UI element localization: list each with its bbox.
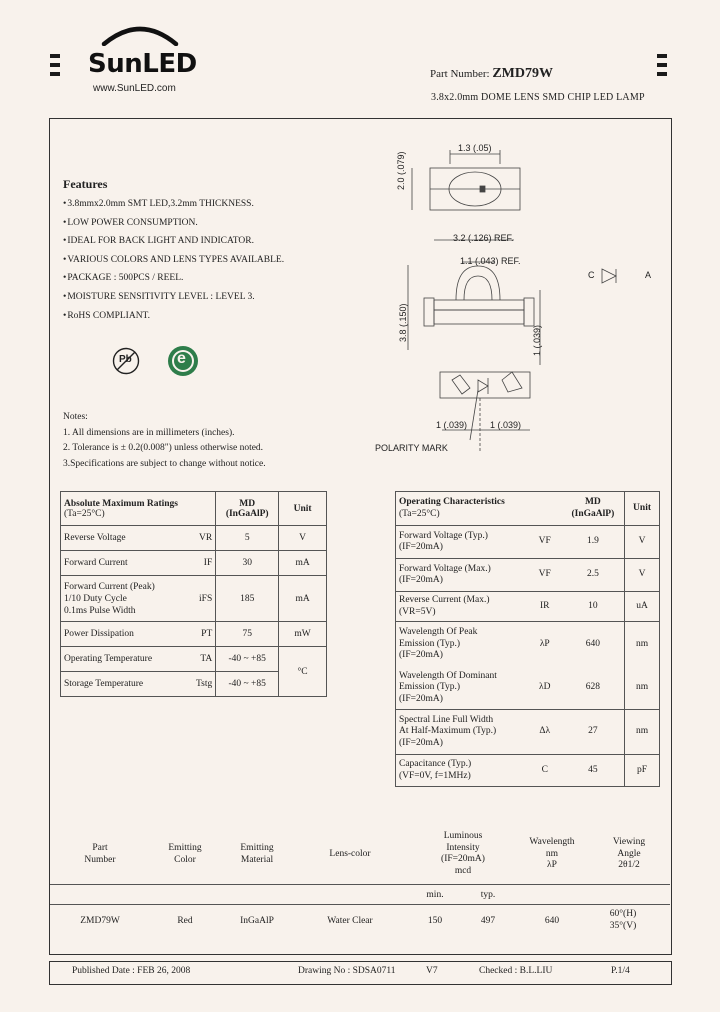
table-row: iFS Forward Current (Peak) 1/10 Duty Cycle 0.1ms Pulse Width 185 mA: [61, 576, 327, 622]
feature-item: • IDEAL FOR BACK LIGHT AND INDICATOR.: [63, 232, 284, 251]
drawing-number: Drawing No : SDSA0711: [298, 966, 396, 976]
cathode-label: C: [588, 270, 595, 280]
product-subtitle: 3.8x2.0mm DOME LENS SMD CHIP LED LAMP: [431, 92, 645, 103]
brand-logo: SunLED: [88, 49, 197, 79]
polarity-label: POLARITY MARK: [375, 443, 448, 453]
dim-inner: 1.1 (.043) REF.: [460, 256, 521, 266]
package-drawing: [390, 140, 660, 460]
product-header-min: min.: [426, 890, 444, 900]
pb-free-icon: Pb: [112, 347, 140, 375]
sunled-arc-logo: [100, 20, 180, 46]
table-row: Forward Voltage (Max.) (IF=20mA) VF 2.5 V: [396, 559, 660, 592]
product-header-lens: Lens-color: [329, 849, 371, 859]
feature-item: • RoHS COMPLIANT.: [63, 307, 284, 326]
product-header-color: Emitting Color: [168, 843, 202, 865]
product-header-angle: Viewing Angle 2θ1/2: [612, 837, 646, 870]
dim-bottom-left: 1 (.039): [436, 420, 468, 430]
product-lens: Water Clear: [327, 916, 373, 926]
left-bar-mark: [50, 54, 60, 81]
op-char-title: Operating Characteristics: [399, 497, 505, 507]
product-divider-top: [50, 884, 670, 885]
dim-height: 3.8 (.150): [398, 303, 408, 342]
table-row: Forward Current IF 30 mA: [61, 551, 327, 576]
notes-title: Notes:: [63, 412, 88, 422]
dim-top: 1.3 (.05): [458, 143, 492, 153]
product-min: 150: [427, 916, 443, 926]
product-header-intensity: Luminous Intensity (IF=20mA) mcd: [441, 831, 485, 876]
part-number-line: [430, 66, 553, 82]
dim-right: 1 (.039): [532, 324, 542, 356]
notes-block: [63, 410, 266, 472]
abs-max-unit-header: Unit: [279, 492, 327, 526]
product-color: Red: [177, 916, 193, 926]
product-wave: 640: [544, 916, 560, 926]
product-typ: 497: [480, 916, 496, 926]
abs-max-condition: (Ta=25°C): [64, 508, 105, 519]
product-part: ZMD79W: [80, 916, 120, 926]
table-row: Wavelength Of Peak Emission (Typ.) (IF=20mA) λP 640 nm: [396, 622, 660, 667]
abs-max-title: Absolute Maximum Ratings: [64, 498, 179, 509]
page-number: P.1/4: [611, 966, 630, 976]
table-row: Power Dissipation PT 75 mW: [61, 622, 327, 647]
feature-item: • LOW POWER CONSUMPTION.: [63, 214, 284, 233]
checked-by: Checked : B.L.LIU: [479, 966, 553, 976]
part-number: ZMD79W: [492, 66, 553, 81]
product-header-wavelength: Wavelength nm λP: [529, 837, 575, 870]
feature-item: • MOISTURE SENSITIVITY LEVEL : LEVEL 3.: [63, 288, 284, 307]
version: V7: [426, 966, 438, 976]
abs-max-table: [60, 491, 327, 697]
rohs-e-icon: e: [167, 345, 199, 377]
product-material: InGaAlP: [240, 916, 274, 926]
right-bar-mark: [657, 54, 667, 81]
feature-item: • VARIOUS COLORS AND LENS TYPES AVAILABLE.: [63, 251, 284, 270]
product-header-material: Emitting Material: [240, 843, 274, 865]
op-char-condition: (Ta=25°C): [399, 508, 440, 519]
dim-left: 2.0 (.079): [396, 151, 406, 190]
table-row: Capacitance (Typ.) (VF=0V, f=1MHz) C 45 pF: [396, 755, 660, 787]
op-char-table: [395, 491, 660, 787]
note-line: 1. All dimensions are in millimeters (inches).: [63, 427, 235, 438]
website-url[interactable]: www.SunLED.com: [93, 83, 176, 94]
table-row: Reverse Voltage VR 5 V: [61, 526, 327, 551]
features-list: [63, 195, 284, 325]
table-row: Spectral Line Full Width At Half-Maximum (Typ.) (IF=20mA) Δλ 27 nm: [396, 710, 660, 755]
product-header-part: Part Number: [84, 843, 116, 865]
dim-bottom-right: 1 (.039): [490, 420, 522, 430]
op-char-md-header: MD (InGaAlP): [562, 492, 625, 526]
feature-item: • 3.8mmx2.0mm SMT LED,3.2mm THICKNESS.: [63, 195, 284, 214]
product-header-typ: typ.: [480, 890, 496, 900]
note-line: 3.Specifications are subject to change without notice.: [63, 458, 266, 469]
feature-item: • PACKAGE : 500PCS / REEL.: [63, 269, 284, 288]
op-char-unit-header: Unit: [625, 492, 660, 526]
table-row: Reverse Current (Max.) (VR=5V) IR 10 uA: [396, 592, 660, 622]
op-char-title-cell: [396, 492, 562, 526]
features-title: Features: [63, 177, 108, 191]
dim-mid: 3.2 (.126) REF.: [453, 233, 514, 243]
table-row: Wavelength Of Dominant Emission (Typ.) (IF=20mA) λD 628 nm: [396, 667, 660, 710]
product-divider-mid: [50, 904, 670, 905]
part-number-label: Part Number:: [430, 68, 490, 80]
abs-max-md-header: MD (InGaAlP): [216, 492, 279, 526]
abs-max-title-cell: [61, 492, 216, 526]
published-date: Published Date : FEB 26, 2008: [72, 966, 191, 976]
anode-label: A: [645, 270, 652, 280]
table-row: Forward Voltage (Typ.) (IF=20mA) VF 1.9 V: [396, 526, 660, 559]
note-line: 2. Tolerance is ± 0.2(0.008") unless otherwise noted.: [63, 443, 264, 453]
table-row: Storage Temperature Tstg -40 ~ +85: [61, 672, 327, 697]
table-row: Operating Temperature TA -40 ~ +85 °C: [61, 647, 327, 672]
product-angle: 60°(H) 35°(V): [609, 909, 637, 931]
